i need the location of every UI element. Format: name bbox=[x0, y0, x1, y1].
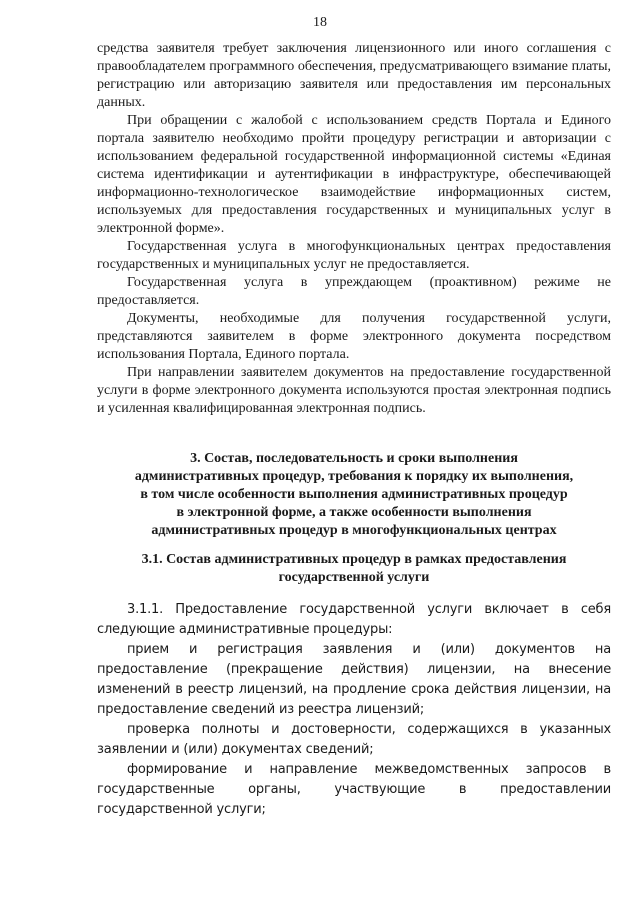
section-heading-line: административных процедур, требования к порядку их выполнения, bbox=[134, 469, 574, 484]
paragraph: 3.1.1. Предоставление государственной услуги включает в себя следующие административные процедуры: bbox=[97, 602, 611, 637]
section-heading bbox=[97, 450, 611, 540]
subsection-heading-line: государственной услуги bbox=[278, 570, 430, 585]
subsection-heading-line: 3.1. Состав административных процедур в рамках предоставления bbox=[141, 552, 567, 567]
paragraph: Государственная услуга в упреждающем (проактивном) режиме не предоставляется. bbox=[97, 275, 611, 308]
subsection-heading bbox=[97, 551, 611, 587]
paragraph: При обращении с жалобой с использованием средств Портала и Единого портала заявителю необходимо пройти процедуру регистрации и авторизации с использованием федеральной государственной информационной системы «Единая система идентификации и аутентификации в инфраструктуре, обеспечивающей информационно-технологическое взаимодействие информационных систем, используемых для предоставления государственных и муниципальных услуг в электронной форме». bbox=[97, 113, 611, 236]
body-text-bottom bbox=[97, 600, 611, 820]
body-text-top bbox=[97, 40, 611, 418]
page-number: 18 bbox=[313, 15, 327, 30]
paragraph: прием и регистрация заявления и (или) документов на предоставление (прекращение действия) лицензии, на внесение изменений в реестр лицензий, на продление срока действия лицензии, на предоставление сведений из реестра лицензий; bbox=[97, 642, 611, 717]
paragraph: проверка полноты и достоверности, содержащихся в указанных заявлении и (или) документах сведений; bbox=[97, 722, 611, 757]
section-heading-line: в электронной форме, а также особенности выполнения bbox=[176, 505, 532, 520]
paragraph: средства заявителя требует заключения лицензионного или иного соглашения с правообладателем программного обеспечения, предусматривающего взимание платы, регистрацию или авторизацию заявителя или предоставления им персональных данных. bbox=[97, 41, 611, 110]
section-heading-line: 3. Состав, последовательность и сроки выполнения bbox=[190, 451, 518, 466]
paragraph: Документы, необходимые для получения государственной услуги, представляются заявителем в форме электронного документа посредством использования Портала, Единого портала. bbox=[97, 311, 611, 362]
section-heading-line: в том числе особенности выполнения административных процедур bbox=[140, 487, 568, 502]
paragraph: формирование и направление межведомственных запросов в государственные органы, участвующие в предоставлении государственной услуги; bbox=[97, 762, 611, 817]
paragraph: При направлении заявителем документов на предоставление государственной услуги в форме электронного документа используются простая электронная подпись и усиленная квалифицированная электронная подпись. bbox=[97, 365, 611, 416]
paragraph: Государственная услуга в многофункциональных центрах предоставления государственных и муниципальных услуг не предоставляется. bbox=[97, 239, 611, 272]
section-heading-line: административных процедур в многофункциональных центрах bbox=[151, 523, 557, 538]
